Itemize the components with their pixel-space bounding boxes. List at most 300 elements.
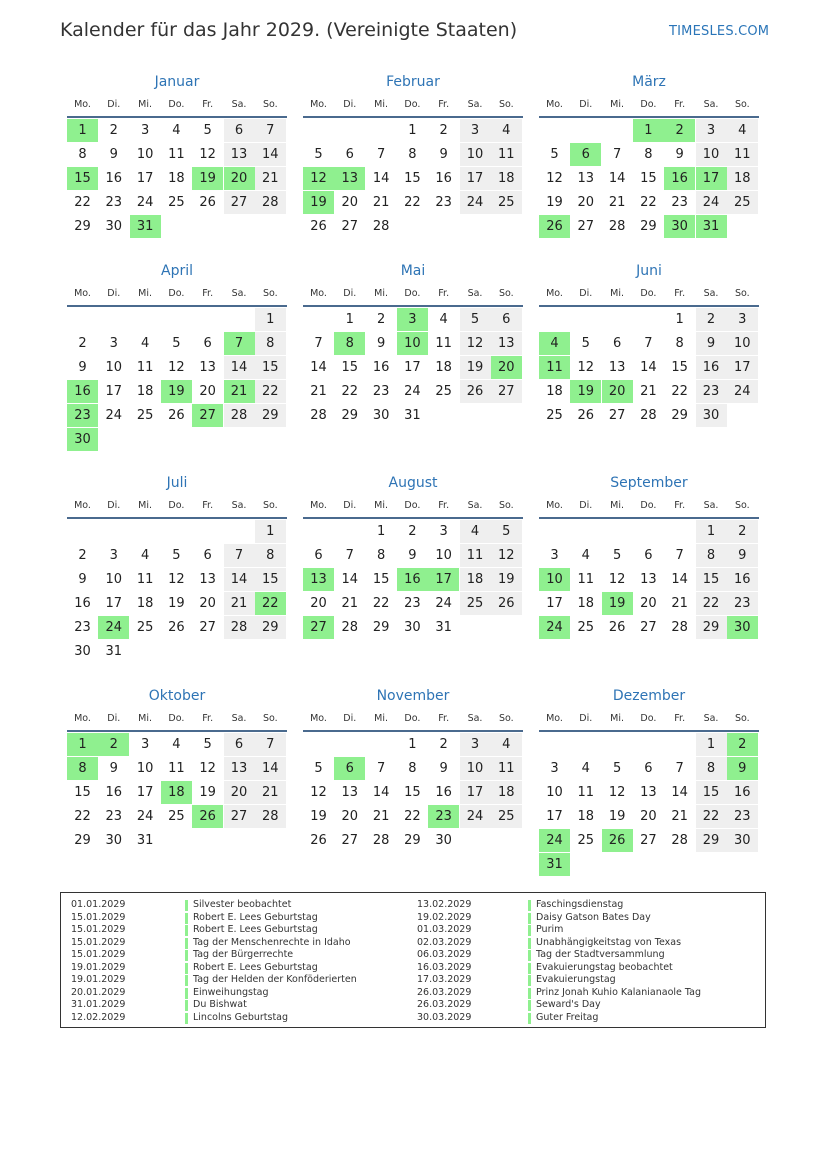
day-cell: 17 bbox=[727, 356, 758, 379]
weekday-header: Do. bbox=[168, 713, 185, 724]
day-cell: 31 bbox=[539, 853, 570, 876]
day-cell: 20 bbox=[640, 596, 657, 611]
day-cell: 1 bbox=[67, 119, 98, 142]
day-cell: 12 bbox=[608, 572, 626, 587]
day-cell: 5 bbox=[491, 520, 522, 543]
day-cell: 22 bbox=[404, 195, 421, 210]
day-cell: 30 bbox=[435, 833, 452, 848]
weekday-header: Sa. bbox=[467, 99, 483, 110]
day-cell: 26 bbox=[460, 380, 491, 403]
weekday-header: Do. bbox=[168, 288, 185, 299]
weekday-header: Di. bbox=[579, 500, 593, 511]
day-cell: 5 bbox=[172, 336, 181, 351]
day-cell: 16 bbox=[105, 785, 123, 800]
day-cell: 27 bbox=[224, 805, 255, 828]
month-name: Januar bbox=[154, 74, 200, 90]
weekday-header: Mi. bbox=[610, 99, 625, 110]
day-cell: 24 bbox=[98, 616, 129, 639]
holiday-marker bbox=[528, 1013, 531, 1024]
weekday-header: So. bbox=[734, 713, 750, 724]
day-cell: 27 bbox=[224, 191, 255, 214]
day-cell: 29 bbox=[341, 408, 359, 423]
day-cell: 27 bbox=[199, 620, 216, 635]
day-cell: 18 bbox=[168, 171, 185, 186]
header-divider bbox=[303, 305, 523, 307]
weekday-header: So. bbox=[734, 288, 750, 299]
day-cell: 16 bbox=[74, 596, 91, 611]
holiday-name: Lincolns Geburtstag bbox=[193, 1011, 289, 1023]
weekday-header: Mo. bbox=[74, 288, 91, 299]
holiday-marker bbox=[185, 975, 188, 986]
header-divider bbox=[539, 116, 759, 118]
month-name: Dezember bbox=[612, 688, 686, 704]
day-cell: 14 bbox=[255, 757, 286, 780]
day-cell: 10 bbox=[105, 572, 123, 587]
holiday-marker bbox=[185, 950, 188, 961]
weekday-header: Fr. bbox=[202, 288, 214, 299]
day-cell: 24 bbox=[539, 829, 570, 852]
day-cell: 29 bbox=[255, 616, 286, 639]
day-cell: 12 bbox=[491, 544, 522, 567]
weekday-header: Di. bbox=[579, 99, 593, 110]
holiday-name: Evakuierungstag bbox=[536, 974, 616, 985]
weekday-header: Sa. bbox=[467, 500, 483, 511]
weekday-header: Mo. bbox=[546, 713, 563, 724]
day-cell: 10 bbox=[136, 147, 154, 162]
day-cell: 27 bbox=[192, 404, 223, 427]
day-cell: 6 bbox=[644, 548, 653, 563]
weekday-header: So. bbox=[262, 288, 278, 299]
day-cell: 24 bbox=[435, 596, 452, 611]
weekday-header: Do. bbox=[404, 713, 421, 724]
month-name: September bbox=[610, 475, 688, 491]
weekday-header: Di. bbox=[107, 288, 121, 299]
holiday-date: 15.01.2029 bbox=[71, 924, 126, 935]
day-cell: 23 bbox=[435, 195, 452, 210]
site-logo[interactable]: TIMESLES.COM bbox=[669, 24, 770, 39]
weekday-header: Mi. bbox=[610, 500, 625, 511]
day-cell: 10 bbox=[105, 360, 123, 375]
day-cell: 21 bbox=[372, 195, 390, 210]
holiday-date: 19.02.2029 bbox=[417, 911, 472, 923]
day-cell: 8 bbox=[408, 761, 417, 776]
holiday-name: Guter Freitag bbox=[536, 1011, 599, 1023]
day-cell: 18 bbox=[435, 360, 452, 375]
day-cell: 3 bbox=[696, 119, 727, 142]
weekday-header: Mo. bbox=[310, 713, 327, 724]
day-cell: 24 bbox=[539, 616, 570, 639]
holiday-name: Silvester beobachtet bbox=[193, 899, 292, 910]
day-cell: 30 bbox=[727, 829, 758, 852]
day-cell: 28 bbox=[255, 805, 286, 828]
weekday-header: Di. bbox=[579, 713, 593, 724]
day-cell: 14 bbox=[341, 572, 359, 587]
day-cell: 3 bbox=[140, 123, 150, 138]
weekday-header: Mo. bbox=[310, 99, 327, 110]
day-cell: 2 bbox=[78, 336, 87, 351]
day-cell: 18 bbox=[136, 384, 154, 399]
day-cell: 20 bbox=[199, 384, 216, 399]
day-cell: 11 bbox=[460, 544, 491, 567]
holiday-marker bbox=[185, 988, 188, 999]
day-cell: 29 bbox=[74, 219, 91, 234]
day-cell: 23 bbox=[428, 805, 459, 828]
day-cell: 4 bbox=[491, 733, 522, 756]
day-cell: 15 bbox=[255, 356, 286, 379]
month-name: Juni bbox=[636, 263, 662, 279]
day-cell: 18 bbox=[546, 384, 563, 399]
day-cell: 27 bbox=[577, 219, 595, 234]
day-cell: 29 bbox=[372, 620, 390, 635]
day-cell: 15 bbox=[74, 785, 91, 800]
day-cell: 4 bbox=[439, 312, 448, 327]
day-cell: 8 bbox=[675, 336, 684, 351]
day-cell: 21 bbox=[310, 384, 327, 399]
holiday-date: 31.01.2029 bbox=[71, 999, 126, 1010]
day-cell: 23 bbox=[727, 805, 758, 828]
day-cell: 17 bbox=[105, 384, 123, 399]
day-cell: 17 bbox=[105, 596, 123, 611]
weekday-header: Di. bbox=[343, 99, 357, 110]
weekday-header: Sa. bbox=[703, 713, 719, 724]
day-cell: 8 bbox=[255, 332, 286, 355]
day-cell: 20 bbox=[199, 596, 216, 611]
day-cell: 5 bbox=[203, 737, 212, 752]
holiday-marker bbox=[185, 900, 188, 911]
holiday-marker bbox=[528, 988, 531, 999]
holiday-name: Tag der Menschenrechte in Idaho bbox=[193, 936, 351, 948]
day-cell: 8 bbox=[78, 147, 87, 162]
weekday-header: Mi. bbox=[374, 713, 389, 724]
day-cell: 31 bbox=[136, 833, 154, 848]
day-cell: 21 bbox=[255, 781, 286, 804]
holiday-name: Seward's Day bbox=[536, 999, 601, 1010]
holiday-date: 26.03.2029 bbox=[417, 999, 472, 1010]
day-cell: 20 bbox=[577, 195, 595, 210]
day-cell: 21 bbox=[341, 596, 359, 611]
day-cell: 2 bbox=[664, 119, 695, 142]
day-cell: 5 bbox=[460, 308, 491, 331]
day-cell: 21 bbox=[671, 596, 688, 611]
day-cell: 26 bbox=[491, 592, 522, 615]
day-cell: 12 bbox=[460, 332, 491, 355]
day-cell: 20 bbox=[602, 380, 633, 403]
day-cell: 25 bbox=[546, 408, 563, 423]
day-cell: 19 bbox=[310, 809, 327, 824]
day-cell: 12 bbox=[303, 167, 334, 190]
day-cell: 24 bbox=[105, 408, 123, 423]
weekday-header: Fr. bbox=[202, 99, 214, 110]
weekday-header: Sa. bbox=[231, 288, 247, 299]
day-cell: 28 bbox=[372, 833, 390, 848]
day-cell: 11 bbox=[168, 761, 185, 776]
day-cell: 1 bbox=[67, 733, 98, 756]
day-cell: 25 bbox=[168, 195, 185, 210]
day-cell: 30 bbox=[67, 428, 98, 451]
day-cell: 6 bbox=[570, 143, 601, 166]
day-cell: 15 bbox=[404, 171, 421, 186]
day-cell: 25 bbox=[727, 191, 758, 214]
day-cell: 23 bbox=[105, 195, 123, 210]
day-cell: 19 bbox=[199, 785, 216, 800]
day-cell: 20 bbox=[491, 356, 522, 379]
day-cell: 5 bbox=[612, 761, 622, 776]
day-cell: 15 bbox=[404, 785, 421, 800]
weekday-header: Fr. bbox=[202, 500, 214, 511]
day-cell: 14 bbox=[372, 171, 390, 186]
day-cell: 4 bbox=[491, 119, 522, 142]
day-cell: 9 bbox=[78, 360, 87, 375]
day-cell: 7 bbox=[675, 761, 684, 776]
day-cell: 24 bbox=[404, 384, 421, 399]
day-cell: 18 bbox=[577, 809, 595, 824]
holiday-list bbox=[60, 892, 766, 1028]
day-cell: 29 bbox=[696, 616, 727, 639]
day-cell: 16 bbox=[372, 360, 390, 375]
day-cell: 17 bbox=[696, 167, 727, 190]
weekday-header: Mi. bbox=[610, 713, 625, 724]
day-cell: 15 bbox=[67, 167, 98, 190]
weekday-header: Do. bbox=[640, 288, 657, 299]
day-cell: 27 bbox=[341, 833, 359, 848]
day-cell: 16 bbox=[67, 380, 98, 403]
holiday-date: 12.02.2029 bbox=[71, 1011, 126, 1023]
holiday-marker bbox=[528, 950, 531, 961]
weekday-header: Fr. bbox=[674, 99, 686, 110]
day-cell: 1 bbox=[633, 119, 664, 142]
weekday-header: So. bbox=[734, 99, 750, 110]
weekday-header: Mi. bbox=[610, 288, 625, 299]
day-cell: 28 bbox=[671, 620, 688, 635]
weekday-header: Mi. bbox=[138, 500, 153, 511]
weekday-header: Mo. bbox=[74, 500, 91, 511]
weekday-header: Mo. bbox=[74, 99, 91, 110]
day-cell: 4 bbox=[539, 332, 570, 355]
day-cell: 30 bbox=[74, 644, 91, 659]
day-cell: 29 bbox=[671, 408, 688, 423]
day-cell: 26 bbox=[608, 620, 626, 635]
weekday-header: Do. bbox=[404, 500, 421, 511]
holiday-date: 19.01.2029 bbox=[71, 974, 126, 985]
day-cell: 9 bbox=[727, 757, 758, 780]
holiday-name: Tag der Helden der Konföderierten bbox=[193, 974, 357, 985]
day-cell: 3 bbox=[727, 308, 758, 331]
day-cell: 1 bbox=[408, 737, 417, 752]
day-cell: 7 bbox=[314, 336, 323, 351]
header-divider bbox=[303, 517, 523, 519]
weekday-header: Di. bbox=[107, 713, 121, 724]
header-divider bbox=[303, 730, 523, 732]
weekday-header: Fr. bbox=[674, 500, 686, 511]
day-cell: 19 bbox=[192, 167, 223, 190]
holiday-date: 15.01.2029 bbox=[71, 936, 126, 948]
day-cell: 25 bbox=[491, 191, 522, 214]
day-cell: 18 bbox=[161, 781, 192, 804]
weekday-header: Mo. bbox=[546, 288, 563, 299]
day-cell: 25 bbox=[136, 408, 154, 423]
day-cell: 7 bbox=[224, 544, 255, 567]
day-cell: 30 bbox=[404, 620, 421, 635]
day-cell: 22 bbox=[255, 380, 286, 403]
day-cell: 21 bbox=[640, 384, 657, 399]
day-cell: 13 bbox=[640, 785, 657, 800]
day-cell: 4 bbox=[140, 548, 150, 563]
day-cell: 12 bbox=[310, 785, 327, 800]
day-cell: 15 bbox=[671, 360, 688, 375]
day-cell: 11 bbox=[168, 147, 185, 162]
day-cell: 19 bbox=[491, 568, 522, 591]
weekday-header: Mi. bbox=[138, 713, 153, 724]
day-cell: 6 bbox=[314, 548, 323, 563]
weekday-header: Fr. bbox=[438, 713, 450, 724]
header-divider bbox=[539, 305, 759, 307]
holiday-date: 06.03.2029 bbox=[417, 949, 472, 960]
day-cell: 21 bbox=[255, 167, 286, 190]
day-cell: 11 bbox=[577, 572, 595, 587]
day-cell: 13 bbox=[224, 757, 255, 780]
day-cell: 5 bbox=[203, 123, 212, 138]
weekday-header: Sa. bbox=[467, 713, 483, 724]
weekday-header: Sa. bbox=[703, 500, 719, 511]
weekday-header: Fr. bbox=[674, 713, 686, 724]
holiday-name: Tag der Stadtversammlung bbox=[536, 949, 665, 960]
month-name: August bbox=[388, 475, 438, 491]
day-cell: 30 bbox=[696, 404, 727, 427]
holiday-date: 01.01.2029 bbox=[71, 899, 126, 910]
holiday-name: Evakuierungstag beobachtet bbox=[536, 961, 673, 973]
weekday-header: Di. bbox=[343, 500, 357, 511]
day-cell: 12 bbox=[168, 572, 185, 587]
day-cell: 4 bbox=[581, 548, 590, 563]
day-cell: 2 bbox=[727, 733, 758, 756]
weekday-header: Do. bbox=[168, 500, 185, 511]
day-cell: 3 bbox=[550, 761, 559, 776]
day-cell: 28 bbox=[255, 191, 286, 214]
day-cell: 9 bbox=[696, 332, 727, 355]
day-cell: 8 bbox=[67, 757, 98, 780]
holiday-marker bbox=[528, 925, 531, 936]
holiday-date: 26.03.2029 bbox=[417, 986, 472, 998]
month-name: Mai bbox=[400, 263, 426, 279]
day-cell: 24 bbox=[460, 191, 491, 214]
day-cell: 28 bbox=[608, 219, 626, 234]
day-cell: 6 bbox=[345, 147, 354, 162]
day-cell: 23 bbox=[696, 380, 727, 403]
weekday-header: Mi. bbox=[374, 99, 389, 110]
day-cell: 24 bbox=[696, 191, 727, 214]
day-cell: 12 bbox=[199, 147, 216, 162]
day-cell: 14 bbox=[310, 360, 327, 375]
weekday-header: Di. bbox=[107, 500, 121, 511]
day-cell: 1 bbox=[376, 524, 386, 539]
weekday-header: Do. bbox=[168, 99, 185, 110]
weekday-header: So. bbox=[498, 99, 514, 110]
day-cell: 11 bbox=[435, 336, 452, 351]
day-cell: 10 bbox=[435, 548, 452, 563]
day-cell: 9 bbox=[439, 147, 448, 162]
day-cell: 27 bbox=[341, 219, 359, 234]
day-cell: 25 bbox=[577, 620, 595, 635]
day-cell: 12 bbox=[546, 171, 563, 186]
day-cell: 30 bbox=[372, 408, 390, 423]
weekday-header: Do. bbox=[640, 500, 657, 511]
day-cell: 27 bbox=[640, 620, 657, 635]
header-divider bbox=[67, 730, 287, 732]
day-cell: 25 bbox=[577, 833, 595, 848]
holiday-date: 19.01.2029 bbox=[71, 961, 126, 973]
day-cell: 10 bbox=[136, 761, 154, 776]
day-cell: 27 bbox=[303, 616, 334, 639]
day-cell: 5 bbox=[612, 548, 622, 563]
day-cell: 14 bbox=[372, 785, 390, 800]
weekday-header: Do. bbox=[404, 99, 421, 110]
header-divider bbox=[67, 116, 287, 118]
day-cell: 23 bbox=[727, 592, 758, 615]
day-cell: 26 bbox=[310, 833, 327, 848]
day-cell: 8 bbox=[255, 544, 286, 567]
weekday-header: Mo. bbox=[546, 500, 563, 511]
day-cell: 28 bbox=[310, 408, 327, 423]
day-cell: 18 bbox=[491, 781, 522, 804]
day-cell: 20 bbox=[310, 596, 327, 611]
weekday-header: Di. bbox=[107, 99, 121, 110]
day-cell: 24 bbox=[727, 380, 758, 403]
day-cell: 22 bbox=[74, 195, 91, 210]
day-cell: 23 bbox=[74, 620, 91, 635]
day-cell: 19 bbox=[460, 356, 491, 379]
day-cell: 21 bbox=[372, 809, 390, 824]
day-cell: 2 bbox=[408, 524, 417, 539]
day-cell: 11 bbox=[577, 785, 595, 800]
day-cell: 3 bbox=[109, 336, 118, 351]
day-cell: 29 bbox=[696, 829, 727, 852]
day-cell: 17 bbox=[546, 596, 563, 611]
day-cell: 2 bbox=[109, 123, 118, 138]
day-cell: 5 bbox=[314, 147, 323, 162]
day-cell: 15 bbox=[341, 360, 359, 375]
holiday-marker bbox=[528, 900, 531, 911]
day-cell: 25 bbox=[491, 805, 522, 828]
day-cell: 19 bbox=[602, 592, 633, 615]
day-cell: 22 bbox=[696, 592, 727, 615]
day-cell: 4 bbox=[460, 520, 491, 543]
holiday-name: Robert E. Lees Geburtstag bbox=[193, 961, 318, 973]
day-cell: 24 bbox=[136, 809, 154, 824]
day-cell: 1 bbox=[255, 308, 286, 331]
day-cell: 17 bbox=[428, 568, 459, 591]
day-cell: 18 bbox=[577, 596, 595, 611]
day-cell: 25 bbox=[460, 592, 491, 615]
day-cell: 5 bbox=[581, 336, 590, 351]
day-cell: 16 bbox=[727, 781, 758, 804]
day-cell: 8 bbox=[644, 147, 653, 162]
holiday-date: 15.01.2029 bbox=[71, 911, 126, 923]
day-cell: 1 bbox=[696, 520, 727, 543]
day-cell: 12 bbox=[199, 761, 216, 776]
day-cell: 22 bbox=[255, 592, 286, 615]
header-divider bbox=[303, 116, 523, 118]
day-cell: 10 bbox=[696, 143, 727, 166]
day-cell: 8 bbox=[376, 548, 386, 563]
holiday-marker bbox=[185, 1000, 188, 1011]
day-cell: 23 bbox=[372, 384, 390, 399]
day-cell: 6 bbox=[224, 119, 255, 142]
weekday-header: Do. bbox=[640, 713, 657, 724]
weekday-header: Fr. bbox=[202, 713, 214, 724]
weekday-header: So. bbox=[498, 500, 514, 511]
weekday-header: Mo. bbox=[310, 288, 327, 299]
day-cell: 8 bbox=[696, 544, 727, 567]
